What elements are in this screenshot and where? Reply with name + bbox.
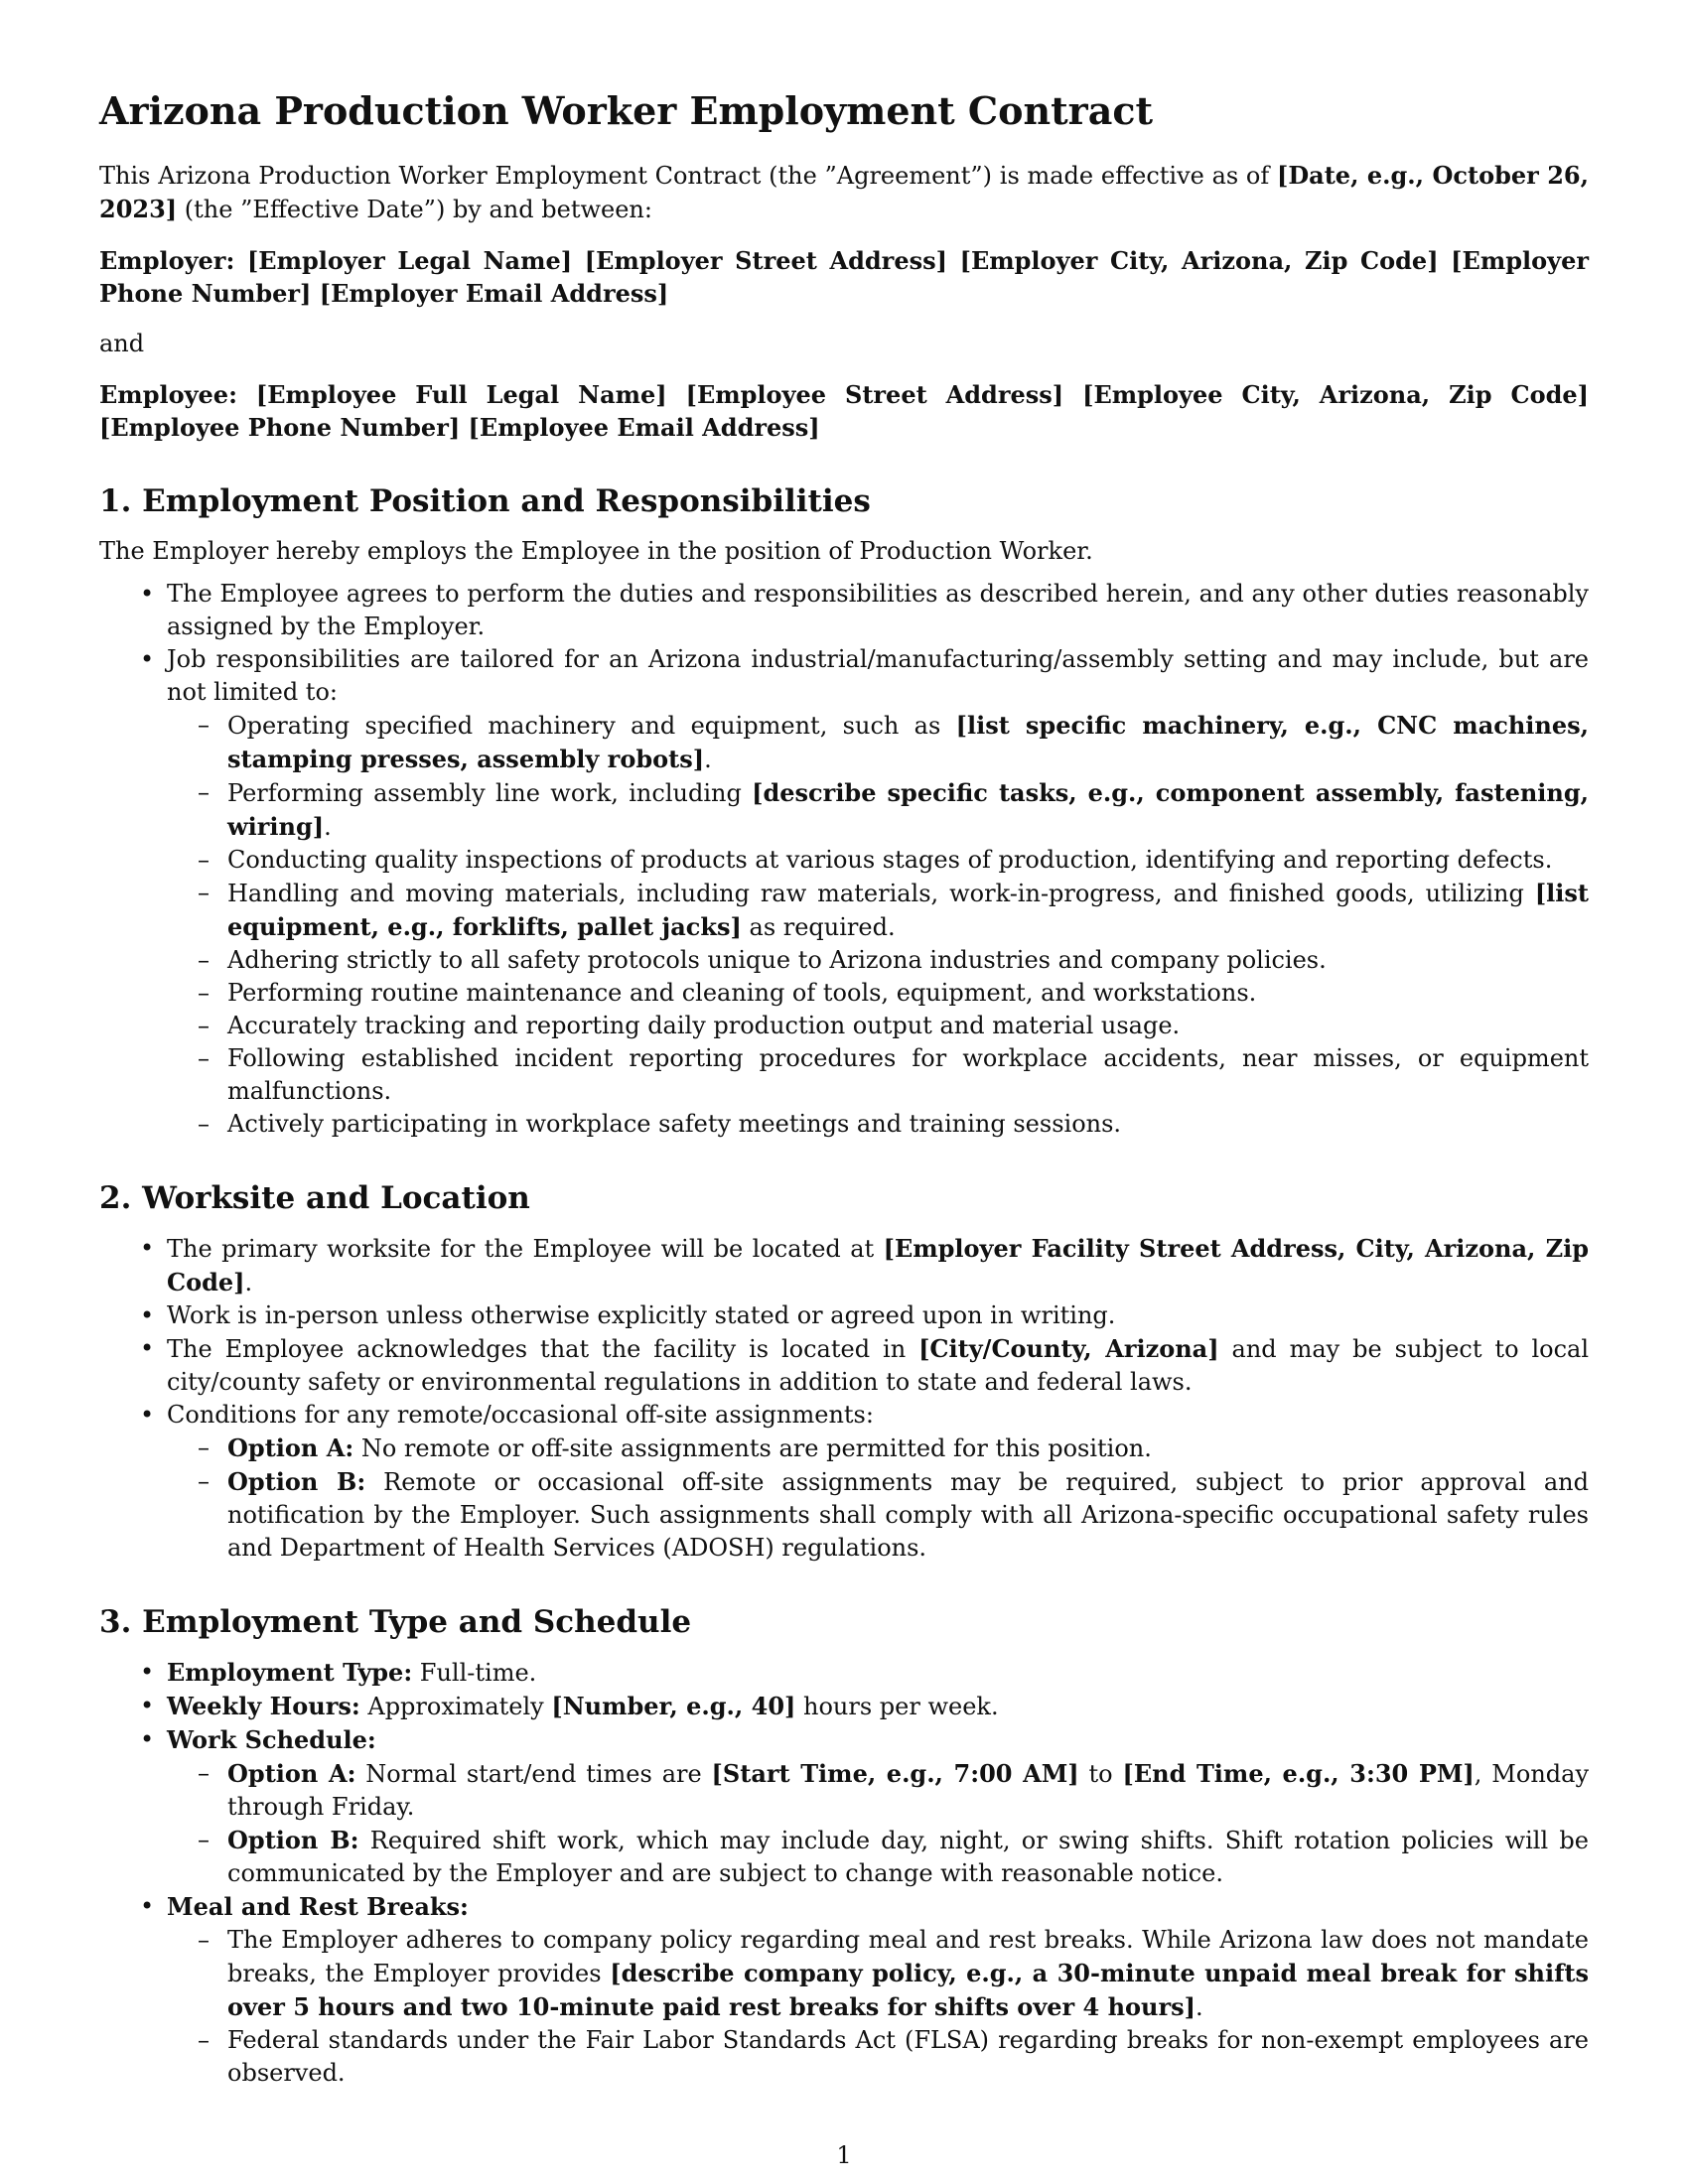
item-text: Required shift work, which may include day, night, or swing shifts. Shift rotation policies will be communicated by the Employer and are subject to change with reasonable notice. [227,1827,1589,1887]
item-text: . [1196,1993,1203,2021]
sublist-item: – Conducting quality inspections of products at various stages of production, identifying and reporting defects. [227,844,1589,877]
break-policy-placeholder: [describe company policy, e.g., a 30-minute unpaid meal break for shifts over 5 hours and two 10-minute paid rest breaks for shifts over 4 hours] [227,1959,1589,2021]
item-text: The Employee acknowledges that the facility is located in [167,1335,919,1363]
list-item-text: Job responsibilities are tailored for an Arizona industrial/manufacturing/assembly setting and may include, but are not limited to: [167,645,1589,706]
equipment-placeholder: [list equipment, e.g., forklifts, pallet jacks] [227,879,1589,941]
list-item [167,1690,1589,1723]
city-county-placeholder: [City/County, Arizona] [918,1334,1219,1363]
section-2-list [99,1232,1589,1565]
responsibilities-sublist [167,709,1589,1141]
and-text: and [99,330,145,357]
employee-label: Employee: [99,380,237,409]
section-1-paragraph: The Employer hereby employs the Employee in the position of Production Worker. [99,537,1093,565]
section-1-list [99,578,1589,1141]
sublist-item [227,709,1589,776]
sublist-item [227,1432,1589,1465]
intro-text: This Arizona Production Worker Employment Contract (the ”Agreement”) is made effective as of [99,162,1277,190]
work-schedule-label: Work Schedule: [167,1725,376,1754]
sublist-item: – Actively participating in workplace safety meetings and training sessions. [227,1108,1589,1141]
document-body [99,87,1589,2090]
sublist-item [227,1924,1589,2024]
meal-rest-breaks-label: Meal and Rest Breaks: [167,1892,469,1921]
item-text: Full-time. [412,1659,537,1687]
sublist-item [227,1824,1589,1890]
end-time-placeholder: [End Time, e.g., 3:30 PM] [1122,1759,1475,1788]
effective-date-placeholder: [Date, e.g., October 26, 2023] [99,161,1589,223]
item-text: to [1078,1760,1123,1788]
employment-type-label: Employment Type: [167,1658,413,1687]
list-item [167,643,1589,1141]
item-text: Remote or occasional off-site assignments may be required, subject to prior approval and notification by the Employer. Such assignments shall comply with all Arizona-specific occupational safety rules and Department of Health Services (ADOSH) regulations. [227,1468,1589,1562]
item-text: Conditions for any remote/occasional off-site assignments: [167,1401,874,1429]
list-item [167,1232,1589,1299]
intro-paragraph [99,159,1589,226]
option-a-label: Option A: [227,1759,356,1788]
list-item [167,1656,1589,1690]
item-text: hours per week. [795,1693,999,1720]
sublist-item: – Accurately tracking and reporting daily production output and material usage. [227,1010,1589,1042]
option-b-label: Option B: [227,1467,366,1496]
item-text: . [324,813,332,841]
item-text: The primary worksite for the Employee will be located at [167,1235,884,1263]
item-text: Approximately [359,1693,552,1720]
option-b-label: Option B: [227,1826,359,1854]
item-text: Normal start/end times are [355,1760,712,1788]
section-1-heading: 1. Employment Position and Responsibilities [99,483,871,519]
employee-details: [Employee Full Legal Name] [Employee Street Address] [Employee City, Arizona, Zip Code] [Employee Phone Number] [Employee Email Address] [99,380,1589,442]
list-item: • The Employee agrees to perform the duties and responsibilities as described herein, and any other duties reasonably assigned by the Employer. [167,578,1589,643]
item-text: and may be subject to local city/county safety or environmental regulations in addition to state and federal laws. [167,1335,1590,1396]
machinery-placeholder: [list specific machinery, e.g., CNC machines, stamping presses, assembly robots] [227,711,1590,773]
sublist-item [227,776,1589,844]
employer-details: [Employer Legal Name] [Employer Street Address] [Employer City, Arizona, Zip Code] [Employer Phone Number] [Employer Email Address] [99,246,1589,308]
item-text: Operating specified machinery and equipment, such as [227,712,956,740]
employee-block [99,378,1589,444]
offsite-options-sublist [167,1432,1589,1565]
item-text: Handling and moving materials, including raw materials, work-in-progress, and finished goods, utilizing [227,880,1535,907]
sublist-item: – Adhering strictly to all safety protocols unique to Arizona industries and company policies. [227,944,1589,977]
sublist-item: – Performing routine maintenance and cleaning of tools, equipment, and workstations. [227,977,1589,1010]
tasks-placeholder: [describe specific tasks, e.g., component assembly, fastening, wiring] [227,778,1589,841]
list-item [167,1723,1589,1890]
sublist-item [227,1757,1589,1824]
employer-block [99,244,1589,310]
item-text: The Employer adheres to company policy regarding meal and rest breaks. While Arizona law does not mandate breaks, the Employer provides [227,1926,1589,1987]
item-text: No remote or off-site assignments are permitted for this position. [353,1434,1152,1462]
option-a-label: Option A: [227,1433,354,1462]
item-text: Performing assembly line work, including [227,779,753,807]
page-number: 1 [836,2141,852,2169]
breaks-sublist [167,1924,1589,2090]
hours-placeholder: [Number, e.g., 40] [551,1692,796,1720]
employer-label: Employer: [99,246,235,275]
item-text: as required. [741,913,896,941]
document-title: Arizona Production Worker Employment Contract [99,88,1154,133]
facility-address-placeholder: [Employer Facility Street Address, City, Arizona, Zip Code] [167,1234,1589,1297]
item-text: , Monday through Friday. [227,1760,1590,1821]
list-item [167,1332,1589,1399]
intro-text-end: (the ”Effective Date”) by and between: [177,196,652,223]
sublist-item: – Federal standards under the Fair Labor Standards Act (FLSA) regarding breaks for non-exempt employees are observed. [227,2024,1589,2090]
sublist-item [227,877,1589,944]
item-text: . [244,1269,253,1297]
sublist-item: – Following established incident reporting procedures for workplace accidents, near misses, or equipment malfunctions. [227,1042,1589,1108]
sublist-item [227,1465,1589,1565]
start-time-placeholder: [Start Time, e.g., 7:00 AM] [711,1759,1079,1788]
list-item: • Work is in-person unless otherwise explicitly stated or agreed upon in writing. [167,1299,1589,1332]
section-2-heading: 2. Worksite and Location [99,1180,530,1216]
section-3-heading: 3. Employment Type and Schedule [99,1604,692,1640]
weekly-hours-label: Weekly Hours: [167,1692,360,1720]
section-3-list [99,1656,1589,2090]
item-text: . [704,746,712,773]
list-item [167,1890,1589,2090]
schedule-options-sublist [167,1757,1589,1890]
list-item [167,1399,1589,1565]
